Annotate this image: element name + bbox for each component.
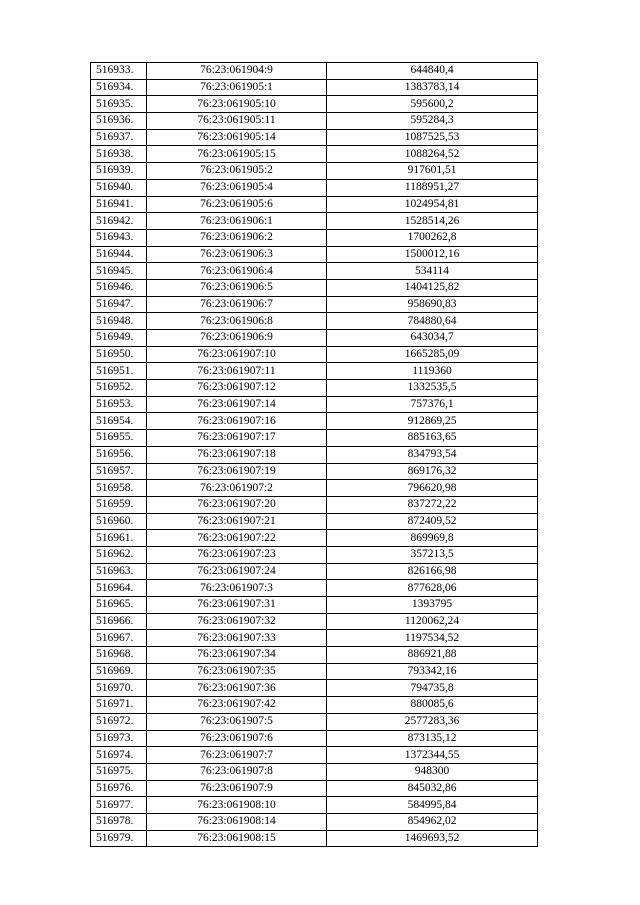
table-row (91, 380, 538, 397)
cadastral-number-cell: 76:23:061907:5 (147, 713, 327, 730)
cadastral-number-cell: 76:23:061906:2 (147, 229, 327, 246)
table-row (91, 563, 538, 580)
row-number-cell: 516956. (91, 446, 147, 463)
cadastral-number-cell: 76:23:061907:35 (147, 663, 327, 680)
cadastral-value-cell: 1332535,5 (327, 380, 538, 397)
table-row (91, 613, 538, 630)
cadastral-number-cell: 76:23:061907:17 (147, 430, 327, 447)
row-number-cell: 516936. (91, 113, 147, 130)
row-number-cell: 516944. (91, 246, 147, 263)
cadastral-number-cell: 76:23:061907:42 (147, 697, 327, 714)
row-number-cell: 516959. (91, 496, 147, 513)
cadastral-number-cell: 76:23:061907:33 (147, 630, 327, 647)
cadastral-number-cell: 76:23:061907:12 (147, 380, 327, 397)
cadastral-value-cell: 534114 (327, 263, 538, 280)
table-row (91, 229, 538, 246)
row-number-cell: 516952. (91, 380, 147, 397)
cadastral-value-cell: 784880,64 (327, 313, 538, 330)
cadastral-number-cell: 76:23:061907:32 (147, 613, 327, 630)
cadastral-number-cell: 76:23:061907:18 (147, 446, 327, 463)
row-number-cell: 516967. (91, 630, 147, 647)
table-row (91, 546, 538, 563)
table-row (91, 430, 538, 447)
cadastral-value-cell: 1700262,8 (327, 229, 538, 246)
cadastral-value-cell: 869969,8 (327, 530, 538, 547)
cadastral-value-cell: 1383783,14 (327, 79, 538, 96)
row-number-cell: 516941. (91, 196, 147, 213)
cadastral-value-cell: 869176,32 (327, 463, 538, 480)
cadastral-number-cell: 76:23:061907:21 (147, 513, 327, 530)
row-number-cell: 516945. (91, 263, 147, 280)
table-row (91, 79, 538, 96)
table-row (91, 179, 538, 196)
table-row (91, 63, 538, 80)
row-number-cell: 516975. (91, 763, 147, 780)
row-number-cell: 516948. (91, 313, 147, 330)
row-number-cell: 516964. (91, 580, 147, 597)
table-row (91, 763, 538, 780)
cadastral-number-cell: 76:23:061905:14 (147, 129, 327, 146)
table-row (91, 163, 538, 180)
cadastral-value-cell: 877628,06 (327, 580, 538, 597)
cadastral-number-cell: 76:23:061906:9 (147, 330, 327, 347)
cadastral-value-cell: 595600,2 (327, 96, 538, 113)
cadastral-value-cell: 357213,5 (327, 546, 538, 563)
cadastral-value-cell: 644840,4 (327, 63, 538, 80)
cadastral-value-cell: 873135,12 (327, 730, 538, 747)
table-row (91, 113, 538, 130)
cadastral-number-cell: 76:23:061907:2 (147, 480, 327, 497)
table-row (91, 697, 538, 714)
cadastral-number-cell: 76:23:061906:4 (147, 263, 327, 280)
cadastral-number-cell: 76:23:061908:14 (147, 813, 327, 830)
row-number-cell: 516938. (91, 146, 147, 163)
cadastral-value-cell: 837272,22 (327, 496, 538, 513)
table-row (91, 713, 538, 730)
row-number-cell: 516973. (91, 730, 147, 747)
cadastral-number-cell: 76:23:061905:1 (147, 79, 327, 96)
cadastral-number-cell: 76:23:061907:3 (147, 580, 327, 597)
cadastral-value-cell: 1119360 (327, 363, 538, 380)
row-number-cell: 516949. (91, 330, 147, 347)
cadastral-number-cell: 76:23:061907:20 (147, 496, 327, 513)
cadastral-number-cell: 76:23:061907:14 (147, 396, 327, 413)
cadastral-value-table (90, 62, 538, 847)
cadastral-value-cell: 917601,51 (327, 163, 538, 180)
cadastral-number-cell: 76:23:061907:22 (147, 530, 327, 547)
cadastral-value-cell: 845032,86 (327, 780, 538, 797)
cadastral-value-cell: 793342,16 (327, 663, 538, 680)
cadastral-value-cell: 1197534,52 (327, 630, 538, 647)
table-row (91, 780, 538, 797)
table-row (91, 530, 538, 547)
row-number-cell: 516974. (91, 747, 147, 764)
table-row (91, 597, 538, 614)
cadastral-number-cell: 76:23:061905:15 (147, 146, 327, 163)
table-row (91, 96, 538, 113)
cadastral-value-cell: 1528514,26 (327, 213, 538, 230)
table-row (91, 830, 538, 847)
cadastral-number-cell: 76:23:061907:7 (147, 747, 327, 764)
cadastral-value-cell: 886921,88 (327, 647, 538, 664)
cadastral-value-cell: 1404125,82 (327, 279, 538, 296)
table-row (91, 580, 538, 597)
table-row (91, 797, 538, 814)
cadastral-value-cell: 794735,8 (327, 680, 538, 697)
cadastral-value-cell: 1088264,52 (327, 146, 538, 163)
cadastral-number-cell: 76:23:061905:6 (147, 196, 327, 213)
cadastral-number-cell: 76:23:061907:23 (147, 546, 327, 563)
cadastral-value-cell: 948300 (327, 763, 538, 780)
cadastral-number-cell: 76:23:061907:9 (147, 780, 327, 797)
cadastral-value-cell: 1665285,09 (327, 346, 538, 363)
cadastral-value-cell: 834793,54 (327, 446, 538, 463)
cadastral-number-cell: 76:23:061906:5 (147, 279, 327, 296)
row-number-cell: 516940. (91, 179, 147, 196)
cadastral-value-cell: 872409,52 (327, 513, 538, 530)
cadastral-number-cell: 76:23:061907:19 (147, 463, 327, 480)
row-number-cell: 516960. (91, 513, 147, 530)
table-row (91, 196, 538, 213)
cadastral-value-cell: 1024954,81 (327, 196, 538, 213)
cadastral-number-cell: 76:23:061907:10 (147, 346, 327, 363)
row-number-cell: 516979. (91, 830, 147, 847)
cadastral-value-cell: 1500012,16 (327, 246, 538, 263)
cadastral-number-cell: 76:23:061907:11 (147, 363, 327, 380)
row-number-cell: 516933. (91, 63, 147, 80)
table-row (91, 396, 538, 413)
table-row (91, 146, 538, 163)
cadastral-value-cell: 2577283,36 (327, 713, 538, 730)
cadastral-number-cell: 76:23:061905:10 (147, 96, 327, 113)
table-row (91, 680, 538, 697)
table-row (91, 513, 538, 530)
cadastral-value-cell: 885163,65 (327, 430, 538, 447)
table-row (91, 496, 538, 513)
cadastral-value-cell: 1087525,53 (327, 129, 538, 146)
row-number-cell: 516950. (91, 346, 147, 363)
cadastral-number-cell: 76:23:061907:36 (147, 680, 327, 697)
row-number-cell: 516942. (91, 213, 147, 230)
table-row (91, 330, 538, 347)
row-number-cell: 516946. (91, 279, 147, 296)
cadastral-value-cell: 1393795 (327, 597, 538, 614)
table-row (91, 363, 538, 380)
row-number-cell: 516951. (91, 363, 147, 380)
row-number-cell: 516976. (91, 780, 147, 797)
row-number-cell: 516969. (91, 663, 147, 680)
row-number-cell: 516971. (91, 697, 147, 714)
row-number-cell: 516953. (91, 396, 147, 413)
row-number-cell: 516934. (91, 79, 147, 96)
cadastral-value-cell: 1372344,55 (327, 747, 538, 764)
row-number-cell: 516957. (91, 463, 147, 480)
cadastral-number-cell: 76:23:061906:1 (147, 213, 327, 230)
cadastral-value-cell: 958690,83 (327, 296, 538, 313)
row-number-cell: 516958. (91, 480, 147, 497)
cadastral-value-cell: 595284,3 (327, 113, 538, 130)
table-row (91, 730, 538, 747)
cadastral-value-cell: 643034,7 (327, 330, 538, 347)
cadastral-value-cell: 1120062,24 (327, 613, 538, 630)
cadastral-number-cell: 76:23:061907:8 (147, 763, 327, 780)
cadastral-value-cell: 880085,6 (327, 697, 538, 714)
cadastral-value-cell: 1469693,52 (327, 830, 538, 847)
cadastral-value-cell: 757376,1 (327, 396, 538, 413)
row-number-cell: 516937. (91, 129, 147, 146)
row-number-cell: 516963. (91, 563, 147, 580)
cadastral-number-cell: 76:23:061904:9 (147, 63, 327, 80)
row-number-cell: 516968. (91, 647, 147, 664)
cadastral-value-cell: 796620,98 (327, 480, 538, 497)
table-row (91, 630, 538, 647)
row-number-cell: 516966. (91, 613, 147, 630)
table-row (91, 747, 538, 764)
cadastral-value-cell: 854962,02 (327, 813, 538, 830)
table-row (91, 313, 538, 330)
table-row (91, 279, 538, 296)
row-number-cell: 516977. (91, 797, 147, 814)
cadastral-number-cell: 76:23:061907:16 (147, 413, 327, 430)
table-row (91, 480, 538, 497)
row-number-cell: 516955. (91, 430, 147, 447)
cadastral-value-cell: 826166,98 (327, 563, 538, 580)
table-row (91, 463, 538, 480)
cadastral-number-cell: 76:23:061907:6 (147, 730, 327, 747)
cadastral-number-cell: 76:23:061908:10 (147, 797, 327, 814)
row-number-cell: 516962. (91, 546, 147, 563)
table-row (91, 346, 538, 363)
table-row (91, 446, 538, 463)
table-row (91, 296, 538, 313)
cadastral-value-cell: 584995,84 (327, 797, 538, 814)
cadastral-number-cell: 76:23:061906:8 (147, 313, 327, 330)
table-row (91, 213, 538, 230)
table-row (91, 647, 538, 664)
cadastral-number-cell: 76:23:061905:2 (147, 163, 327, 180)
row-number-cell: 516954. (91, 413, 147, 430)
row-number-cell: 516943. (91, 229, 147, 246)
cadastral-value-cell: 1188951,27 (327, 179, 538, 196)
table-row (91, 129, 538, 146)
row-number-cell: 516965. (91, 597, 147, 614)
cadastral-number-cell: 76:23:061905:11 (147, 113, 327, 130)
cadastral-number-cell: 76:23:061906:7 (147, 296, 327, 313)
cadastral-number-cell: 76:23:061905:4 (147, 179, 327, 196)
table-row (91, 263, 538, 280)
table-body (91, 63, 538, 847)
row-number-cell: 516947. (91, 296, 147, 313)
cadastral-number-cell: 76:23:061907:34 (147, 647, 327, 664)
table-row (91, 663, 538, 680)
row-number-cell: 516935. (91, 96, 147, 113)
cadastral-number-cell: 76:23:061908:15 (147, 830, 327, 847)
table-row (91, 246, 538, 263)
cadastral-number-cell: 76:23:061907:31 (147, 597, 327, 614)
row-number-cell: 516939. (91, 163, 147, 180)
cadastral-number-cell: 76:23:061906:3 (147, 246, 327, 263)
table-row (91, 413, 538, 430)
document-table-container (90, 62, 531, 847)
row-number-cell: 516978. (91, 813, 147, 830)
cadastral-number-cell: 76:23:061907:24 (147, 563, 327, 580)
cadastral-value-cell: 912869,25 (327, 413, 538, 430)
table-row (91, 813, 538, 830)
row-number-cell: 516972. (91, 713, 147, 730)
row-number-cell: 516970. (91, 680, 147, 697)
row-number-cell: 516961. (91, 530, 147, 547)
